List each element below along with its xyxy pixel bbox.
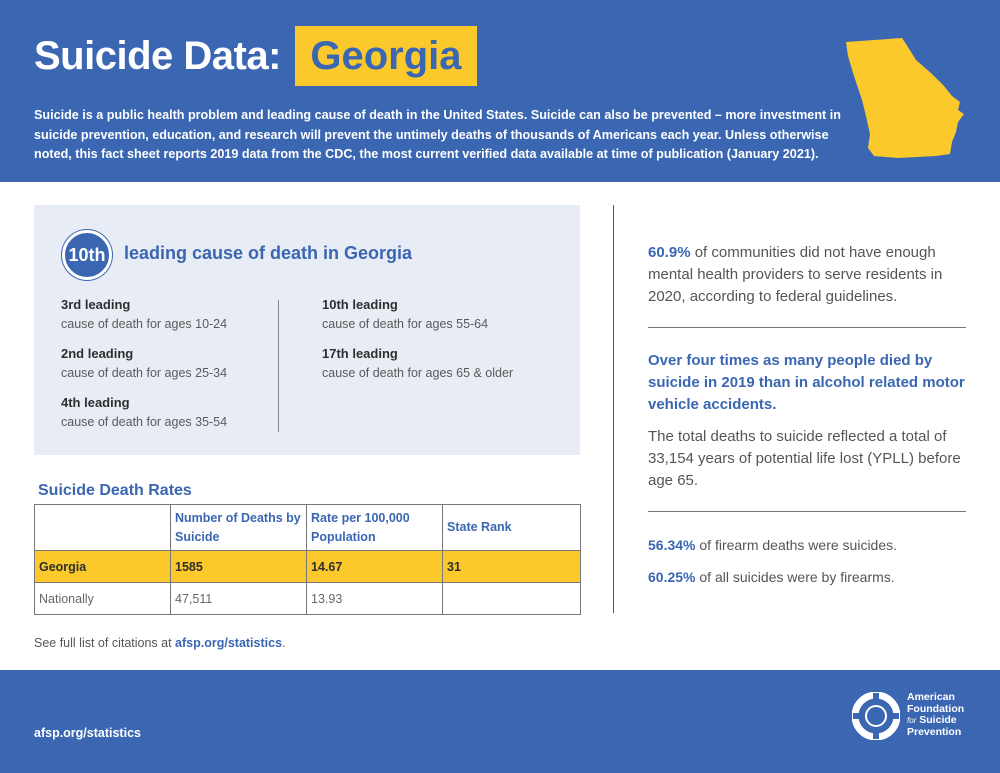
table-cell: 14.67	[307, 551, 443, 583]
rank-list-left	[61, 297, 227, 444]
rank-label: 3rd leading	[61, 297, 131, 312]
logo-line: Prevention	[907, 725, 962, 738]
stat-highlight: 56.34%	[648, 537, 696, 553]
rank-description: cause of death for ages 65 & older	[322, 366, 514, 380]
state-name-box: Georgia	[295, 26, 477, 86]
table-header-cell	[35, 505, 171, 551]
stat-highlight: 60.25%	[648, 569, 696, 585]
leading-cause-panel	[34, 205, 580, 455]
rank-item	[61, 395, 227, 444]
stat-highlight: 60.9%	[648, 244, 691, 261]
rank-label: 10th leading	[322, 297, 398, 312]
divider	[648, 327, 966, 328]
rank-description: cause of death for ages 35-54	[61, 415, 228, 429]
table-row	[35, 551, 581, 583]
stat-suicides-firearms	[648, 569, 966, 585]
stat-text: of firearm deaths were suicides.	[695, 537, 898, 553]
citation-prefix: See full list of citations at	[34, 636, 176, 650]
citation-link[interactable]: afsp.org/statistics	[175, 636, 283, 650]
rates-table-title: Suicide Death Rates	[38, 482, 192, 499]
rank-description: cause of death for ages 10-24	[61, 317, 228, 331]
table-cell: 31	[443, 551, 581, 583]
rank-label: 2nd leading	[61, 346, 134, 361]
panel-headline: leading cause of death in Georgia	[124, 243, 413, 263]
citation-note	[34, 636, 286, 650]
table-header-cell: Rate per 100,000 Population	[307, 505, 443, 551]
table-cell: 47,511	[171, 583, 307, 615]
stat-comparison: Over four times as many people died by suicide in 2019 than in alcohol related motor vehicle accidents.	[648, 352, 965, 413]
logo-line: Foundation	[907, 702, 965, 715]
logo-line: American	[907, 691, 955, 703]
stat-providers	[648, 242, 966, 308]
table-header-cell: Number of Deaths by Suicide	[171, 505, 307, 551]
table-cell: 13.93	[307, 583, 443, 615]
rates-table	[34, 504, 581, 615]
intro-text: Suicide is a public health problem and leading cause of death in the United States. Suicide can also be prevented – more investment in suicide prevention, education, and research will prevent the untimely deaths of thousands of Americans each year. Unless otherwise noted, this fact sheet reports 2019 data from the CDC, the most current verified data available at time of publication (January 2021).	[34, 108, 841, 161]
rank-description: cause of death for ages 55-64	[322, 317, 489, 331]
logo-line	[907, 715, 964, 727]
page-title: Suicide Data:	[34, 33, 281, 78]
logo-word: Suicide	[919, 714, 957, 726]
stat-text: of all suicides were by firearms.	[695, 569, 895, 585]
rank-list-right	[322, 297, 640, 395]
table-cell	[443, 583, 581, 615]
rank-badge: 10th	[62, 230, 112, 280]
divider	[648, 511, 966, 512]
panel-divider	[278, 300, 279, 432]
table-cell: 1585	[171, 551, 307, 583]
footer-banner	[0, 670, 1000, 773]
title-row	[34, 26, 477, 86]
header-banner	[0, 0, 1000, 182]
lifebuoy-logo-icon	[852, 692, 900, 740]
rank-description: cause of death for ages 25-34	[61, 366, 228, 380]
table-header-row	[35, 505, 581, 551]
rank-label: 4th leading	[61, 395, 130, 410]
table-row	[35, 583, 581, 615]
column-divider	[613, 205, 614, 613]
footer-link[interactable]: afsp.org/statistics	[34, 726, 141, 740]
rank-item	[61, 346, 227, 395]
stat-text: of communities did not have enough mental health providers to serve residents in 2020, according to federal guidelines.	[648, 244, 943, 305]
stat-ypll: The total deaths to suicide reflected a total of 33,154 years of potential life lost (YPLL) before age 65.	[648, 428, 961, 489]
citation-suffix: .	[282, 636, 286, 650]
rank-item	[322, 346, 640, 395]
rank-item	[61, 297, 227, 346]
rank-label: 17th leading	[322, 346, 398, 361]
table-header-cell: State Rank	[443, 505, 581, 551]
organization-logo-text	[907, 692, 964, 738]
table-cell: Georgia	[35, 551, 171, 583]
georgia-map-icon	[840, 30, 970, 160]
table-cell: Nationally	[35, 583, 171, 615]
stat-firearm-deaths	[648, 537, 966, 553]
logo-small-word: for	[907, 716, 917, 725]
rank-item	[322, 297, 640, 346]
